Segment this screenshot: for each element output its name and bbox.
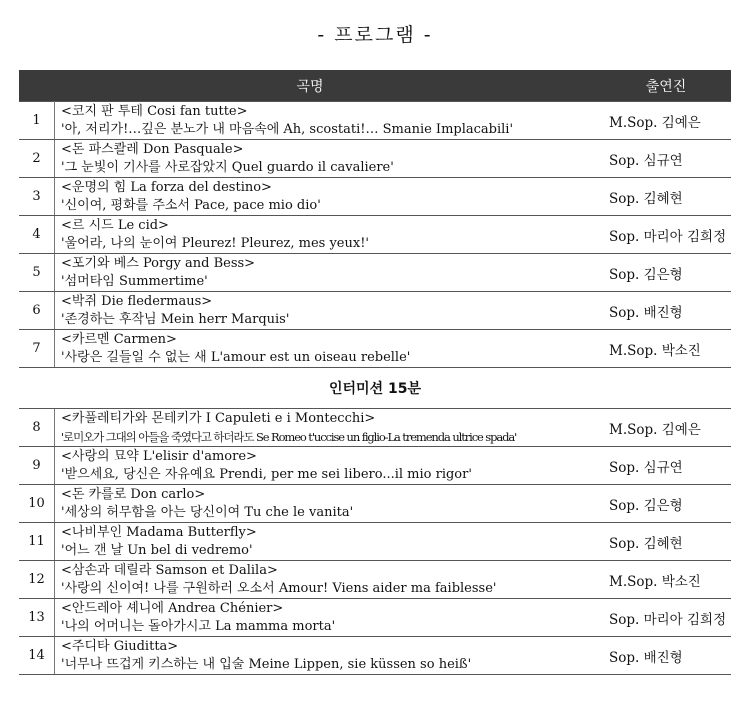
piece-cell (55, 561, 602, 599)
table-row (19, 292, 731, 330)
aria-title: '세상의 허무함을 아는 당신이여 Tu che le vanita' (61, 504, 354, 520)
table-row (19, 599, 731, 637)
aria-title: '사랑은 길들일 수 없는 새 L'amour est un oiseau rebelle' (61, 349, 411, 365)
opera-title: <돈 파스콸레 Don Pasquale> (61, 141, 244, 157)
opera-title: <운명의 힘 La forza del destino> (61, 179, 272, 195)
cast-cell: Sop. 김은형 (601, 485, 731, 523)
item-number: 10 (19, 485, 55, 523)
opera-title: <카풀레티가와 몬테키가 I Capuleti e i Montecchi> (61, 410, 376, 426)
piece-cell (55, 409, 602, 447)
piece-cell (55, 599, 602, 637)
aria-title: '너무나 뜨겁게 키스하는 내 입술 Meine Lippen, sie küssen so heiß' (61, 656, 472, 672)
cast-cell: Sop. 마리아 김희정 (601, 599, 731, 637)
table-row (19, 216, 731, 254)
item-number: 2 (19, 140, 55, 178)
table-row (19, 523, 731, 561)
item-number: 5 (19, 254, 55, 292)
table-row (19, 254, 731, 292)
item-number: 14 (19, 637, 55, 675)
aria-title: '로미오가 그대의 아들을 죽였다고 하더라도 Se Romeo t'uccise un figlio-La tremenda ultrice spada' (61, 429, 517, 444)
item-number: 11 (19, 523, 55, 561)
opera-title: <박쥐 Die fledermaus> (61, 293, 213, 309)
piece-cell (55, 254, 602, 292)
program-body (19, 102, 731, 675)
aria-title: '나의 어머니는 돌아가시고 La mamma morta' (61, 618, 336, 634)
table-row (19, 637, 731, 675)
cast-cell: Sop. 김은형 (601, 254, 731, 292)
table-row (19, 330, 731, 368)
aria-title: '신이여, 평화를 주소서 Pace, pace mio dio' (61, 197, 321, 213)
piece-cell (55, 102, 602, 140)
piece-cell (55, 216, 602, 254)
cast-cell: M.Sop. 김예은 (601, 409, 731, 447)
opera-title: <삼손과 데릴라 Samson et Dalila> (61, 562, 278, 578)
cast-cell: Sop. 마리아 김희정 (601, 216, 731, 254)
table-row (19, 102, 731, 140)
opera-title: <코지 판 투테 Cosi fan tutte> (61, 103, 248, 119)
cast-cell: Sop. 김혜현 (601, 178, 731, 216)
cast-cell: Sop. 김혜현 (601, 523, 731, 561)
piece-cell (55, 523, 602, 561)
item-number: 6 (19, 292, 55, 330)
table-row (19, 447, 731, 485)
opera-title: <르 시드 Le cid> (61, 217, 169, 233)
cast-cell: Sop. 심규연 (601, 140, 731, 178)
aria-title: '그 눈빛이 기사를 사로잡았지 Quel guardo il cavaliere' (61, 159, 394, 175)
piece-cell (55, 178, 602, 216)
opera-title: <카르멘 Carmen> (61, 331, 177, 347)
piece-cell (55, 330, 602, 368)
item-number: 3 (19, 178, 55, 216)
cast-cell: Sop. 배진형 (601, 637, 731, 675)
opera-title: <안드레아 셰니에 Andrea Chénier> (61, 600, 284, 616)
opera-title: <포기와 베스 Porgy and Bess> (61, 255, 256, 271)
table-row (19, 561, 731, 599)
aria-title: '어느 갠 날 Un bel di vedremo' (61, 542, 253, 558)
program-table (19, 70, 731, 675)
piece-cell (55, 485, 602, 523)
piece-cell (55, 140, 602, 178)
table-row (19, 485, 731, 523)
cast-cell: M.Sop. 박소진 (601, 330, 731, 368)
table-row (19, 409, 731, 447)
item-number: 7 (19, 330, 55, 368)
aria-title: '존경하는 후작님 Mein herr Marquis' (61, 311, 290, 327)
piece-cell (55, 637, 602, 675)
opera-title: <주디타 Giuditta> (61, 638, 179, 654)
cast-cell: M.Sop. 박소진 (601, 561, 731, 599)
aria-title: '울어라, 나의 눈이여 Pleurez! Pleurez, mes yeux!' (61, 235, 370, 251)
table-row (19, 178, 731, 216)
table-header-row (19, 70, 731, 102)
page-title: - 프로그램 - (317, 24, 433, 46)
opera-title: <돈 카를로 Don carlo> (61, 486, 206, 502)
item-number: 9 (19, 447, 55, 485)
aria-title: '아, 저리가!…깊은 분노가 내 마음속에 Ah, scostati!… Smanie Implacabili' (61, 121, 514, 137)
item-number: 8 (19, 409, 55, 447)
intermission-label: 인터미션 15분 (19, 368, 731, 409)
aria-title: '사랑의 신이여! 나를 구원하러 오소서 Amour! Viens aider ma faiblesse' (61, 580, 497, 596)
cast-cell: Sop. 배진형 (601, 292, 731, 330)
item-number: 1 (19, 102, 55, 140)
aria-title: '섬머타임 Summertime' (61, 273, 208, 289)
header-piece: 곡명 (19, 70, 601, 102)
cast-cell: M.Sop. 김예은 (601, 102, 731, 140)
opera-title: <사랑의 묘약 L'elisir d'amore> (61, 448, 257, 464)
piece-cell (55, 447, 602, 485)
intermission-row (19, 368, 731, 409)
item-number: 12 (19, 561, 55, 599)
piece-cell (55, 292, 602, 330)
item-number: 13 (19, 599, 55, 637)
item-number: 4 (19, 216, 55, 254)
cast-cell: Sop. 심규연 (601, 447, 731, 485)
aria-title: '받으세요, 당신은 자유예요 Prendi, per me sei libero...il mio rigor' (61, 466, 472, 482)
header-cast: 출연진 (601, 70, 731, 102)
table-row (19, 140, 731, 178)
opera-title: <나비부인 Madama Butterfly> (61, 524, 257, 540)
